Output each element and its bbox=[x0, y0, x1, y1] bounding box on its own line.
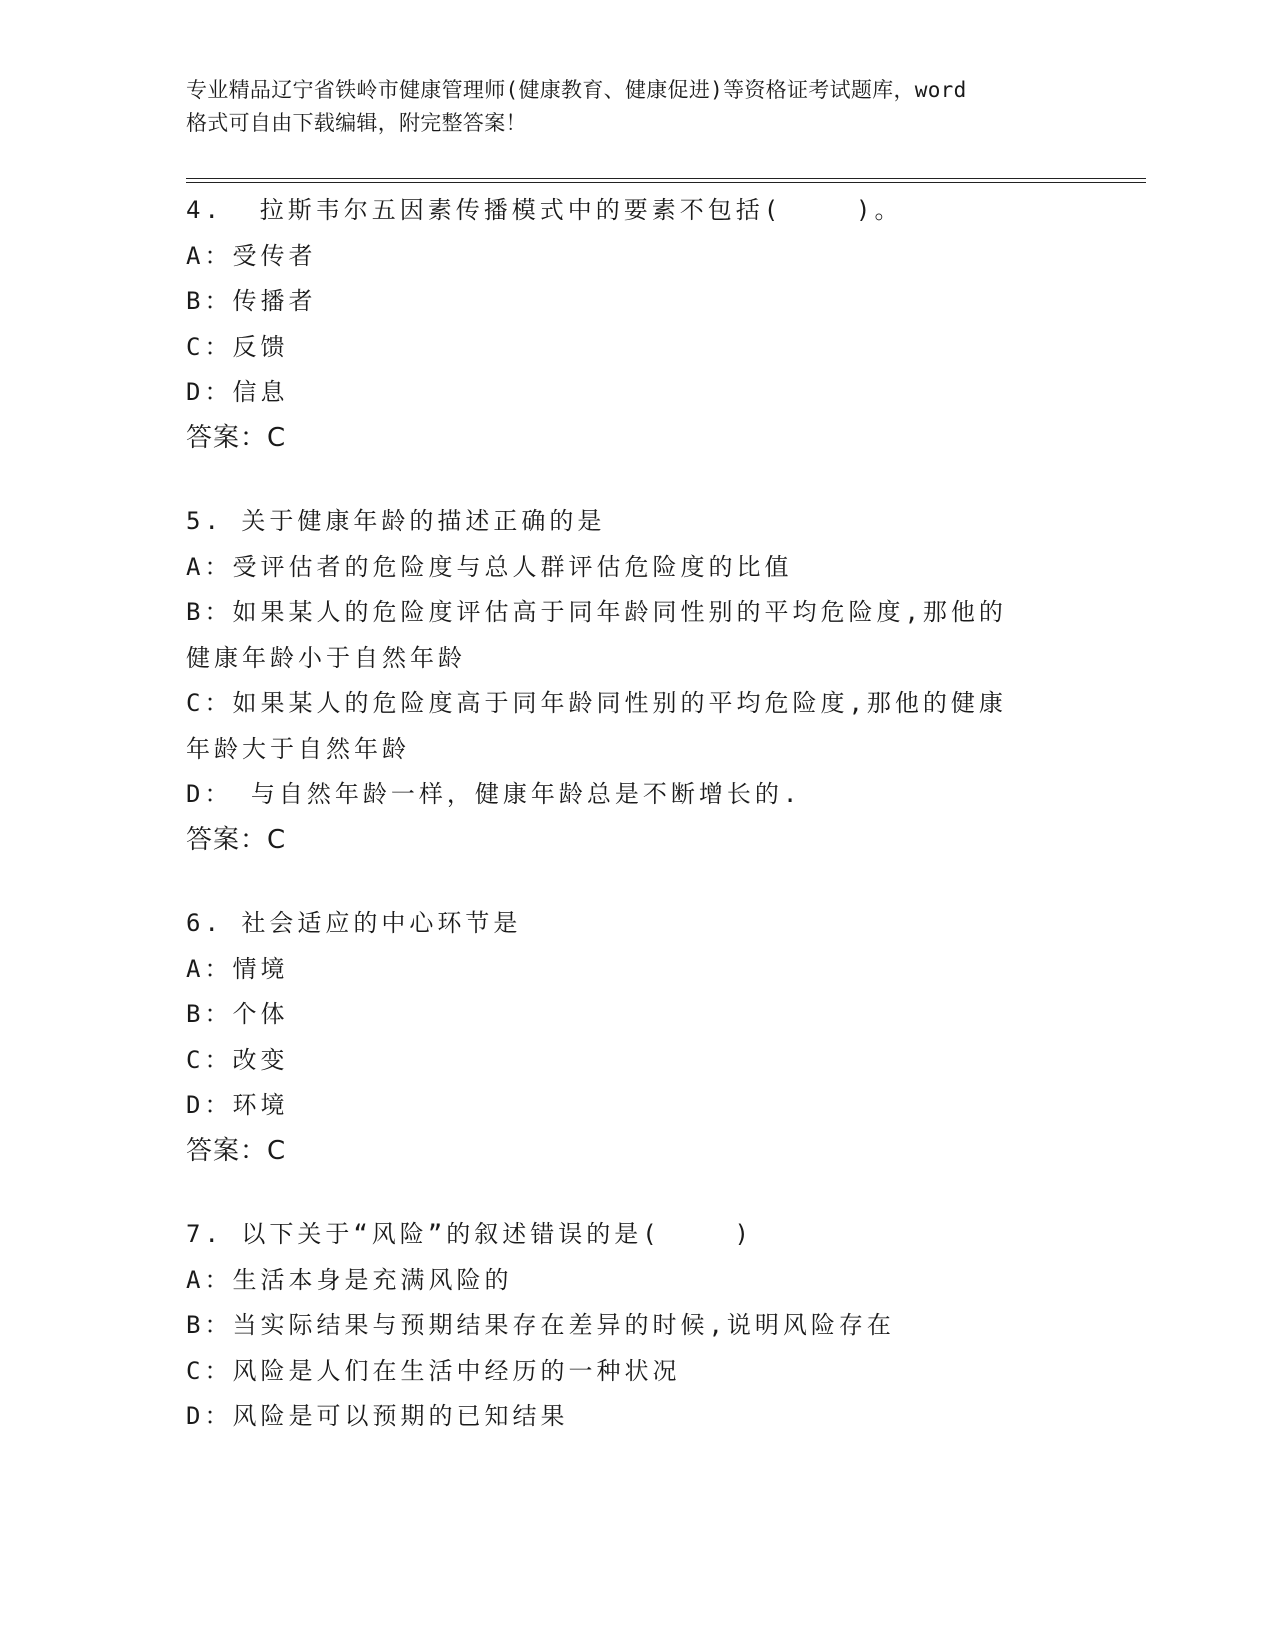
question-4 bbox=[186, 188, 1086, 461]
option-c: C：风险是人们在生活中经历的一种状况 bbox=[186, 1356, 681, 1385]
option-b: B：如果某人的危险度评估高于同年龄同性别的平均危险度,那他的健康年龄小于自然年龄 bbox=[186, 598, 1007, 672]
option-a: A：情境 bbox=[186, 954, 289, 983]
question-list bbox=[186, 188, 1086, 1478]
answer: 答案：C bbox=[186, 1135, 287, 1166]
question-stem: 4. 拉斯韦尔五因素传播模式中的要素不包括( )。 bbox=[186, 196, 903, 224]
option-c: C：反馈 bbox=[186, 332, 289, 361]
question-stem: 7. 以下关于“风险”的叙述错误的是( ) bbox=[186, 1220, 753, 1248]
header-line-2: 格式可自由下载编辑，附完整答案！ bbox=[186, 111, 527, 135]
option-c: C：改变 bbox=[186, 1045, 289, 1074]
answer: 答案：C bbox=[186, 422, 287, 453]
option-b: B：个体 bbox=[186, 1000, 289, 1028]
question-stem: 5. 关于健康年龄的描述正确的是 bbox=[186, 507, 606, 535]
option-d: D：环境 bbox=[186, 1091, 289, 1119]
option-d: D： 与自然年龄一样，健康年龄总是不断增长的. bbox=[186, 780, 802, 808]
header-line-1: 专业精品辽宁省铁岭市健康管理师(健康教育、健康促进)等资格证考试题库，word bbox=[186, 78, 967, 102]
document-header bbox=[186, 74, 1086, 140]
option-a: A：受传者 bbox=[186, 241, 317, 270]
option-a: A：生活本身是充满风险的 bbox=[186, 1265, 513, 1294]
option-b: B：传播者 bbox=[186, 287, 317, 315]
option-d: D：信息 bbox=[186, 378, 289, 406]
option-d: D：风险是可以预期的已知结果 bbox=[186, 1402, 569, 1430]
answer: 答案：C bbox=[186, 824, 287, 855]
option-a: A：受评估者的危险度与总人群评估危险度的比值 bbox=[186, 552, 793, 581]
option-c: C：如果某人的危险度高于同年龄同性别的平均危险度,那他的健康年龄大于自然年龄 bbox=[186, 689, 1007, 763]
question-stem: 6. 社会适应的中心环节是 bbox=[186, 909, 522, 937]
question-6 bbox=[186, 901, 1086, 1174]
option-b: B：当实际结果与预期结果存在差异的时候,说明风险存在 bbox=[186, 1311, 895, 1339]
header-divider bbox=[186, 178, 1146, 183]
question-5 bbox=[186, 499, 1086, 863]
question-7 bbox=[186, 1212, 1086, 1440]
document-page bbox=[186, 0, 1146, 1650]
